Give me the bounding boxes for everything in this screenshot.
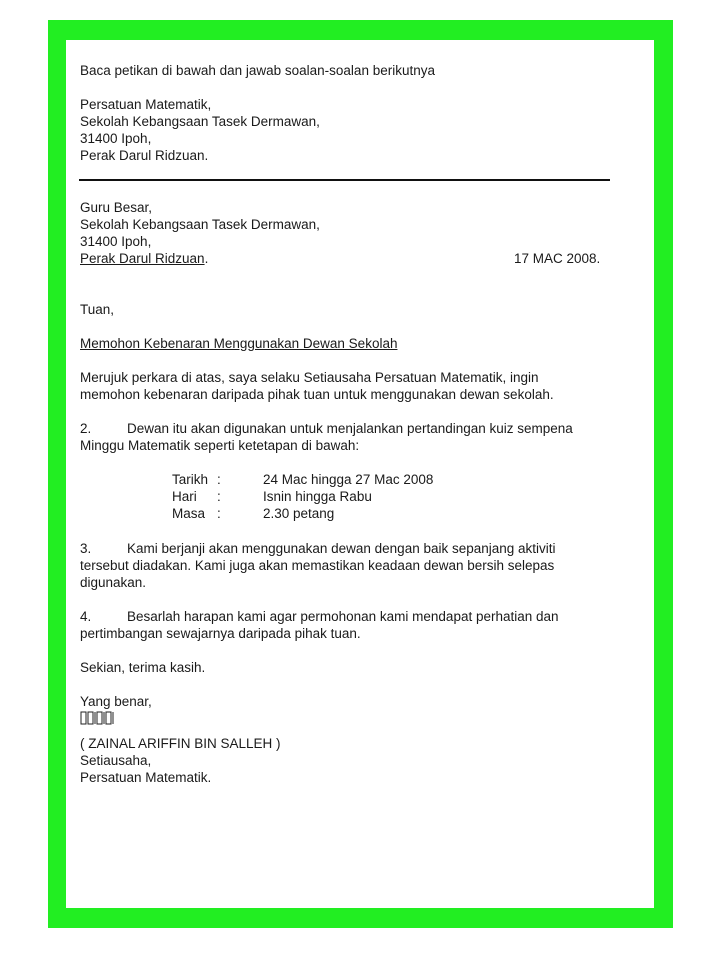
- signatory-title: Setiausaha,: [80, 753, 152, 768]
- schedule-sep-tarikh: :: [217, 472, 221, 487]
- instruction-text: Baca petikan di bawah dan jawab soalan-soalan berikutnya: [80, 63, 435, 78]
- schedule-label-tarikh: Tarikh: [172, 472, 209, 487]
- recipient-line-1: Guru Besar,: [80, 200, 153, 215]
- schedule-value-tarikh: 24 Mac hingga 27 Mac 2008: [263, 472, 434, 487]
- para2-line-1: Dewan itu akan digunakan untuk menjalankan pertandingan kuiz sempena: [127, 421, 573, 436]
- recipient-line-4: [80, 250, 208, 267]
- recipient-line-2: Sekolah Kebangsaan Tasek Dermawan,: [80, 217, 320, 232]
- schedule-value-masa: 2.30 petang: [263, 506, 335, 521]
- signoff-text: Yang benar,: [80, 694, 152, 709]
- para2-line-2: Minggu Matematik seperti ketetapan di bawah:: [80, 438, 360, 453]
- signatory-org: Persatuan Matematik.: [80, 770, 212, 785]
- para3-line-1: Kami berjanji akan menggunakan dewan dengan baik sepanjang aktiviti: [127, 541, 556, 556]
- divider-line: [79, 179, 610, 181]
- closing-text: Sekian, terima kasih.: [80, 660, 206, 675]
- signatory-name: ( ZAINAL ARIFFIN BIN SALLEH ): [80, 736, 281, 751]
- schedule-label-masa: Masa: [172, 506, 206, 521]
- para4-number: 4.: [80, 609, 92, 624]
- sender-line-4: Perak Darul Ridzuan.: [80, 148, 209, 163]
- para4-line-1: Besarlah harapan kami agar permohonan kami mendapat perhatian dan: [127, 609, 559, 624]
- recipient-line-3: 31400 Ipoh,: [80, 234, 152, 249]
- signature-glyphs: [80, 711, 116, 725]
- schedule-label-hari: Hari: [172, 489, 197, 504]
- para2-number: 2.: [80, 421, 92, 436]
- para1-line-1: Merujuk perkara di atas, saya selaku Setiausaha Persatuan Matematik, ingin: [80, 370, 539, 385]
- sender-line-1: Persatuan Matematik,: [80, 97, 212, 112]
- schedule-sep-masa: :: [217, 506, 221, 521]
- schedule-value-hari: Isnin hingga Rabu: [263, 489, 372, 504]
- recipient-state: Perak Darul Ridzuan: [80, 251, 205, 266]
- para4-line-2: pertimbangan sewajarnya daripada pihak tuan.: [80, 626, 361, 641]
- sender-line-2: Sekolah Kebangsaan Tasek Dermawan,: [80, 114, 320, 129]
- para3-line-3: digunakan.: [80, 575, 147, 590]
- salutation: Tuan,: [80, 302, 115, 317]
- para3-line-2: tersebut diadakan. Kami juga akan memastikan keadaan dewan bersih selepas: [80, 558, 555, 573]
- sender-line-3: 31400 Ipoh,: [80, 131, 152, 146]
- schedule-sep-hari: :: [217, 489, 221, 504]
- para3-number: 3.: [80, 541, 92, 556]
- letter-date: 17 MAC 2008.: [514, 251, 601, 266]
- subject-line: Memohon Kebenaran Menggunakan Dewan Sekolah: [80, 336, 398, 351]
- para1-line-2: memohon kebenaran daripada pihak tuan untuk menggunakan dewan sekolah.: [80, 387, 554, 402]
- recipient-state-suffix: .: [204, 251, 209, 266]
